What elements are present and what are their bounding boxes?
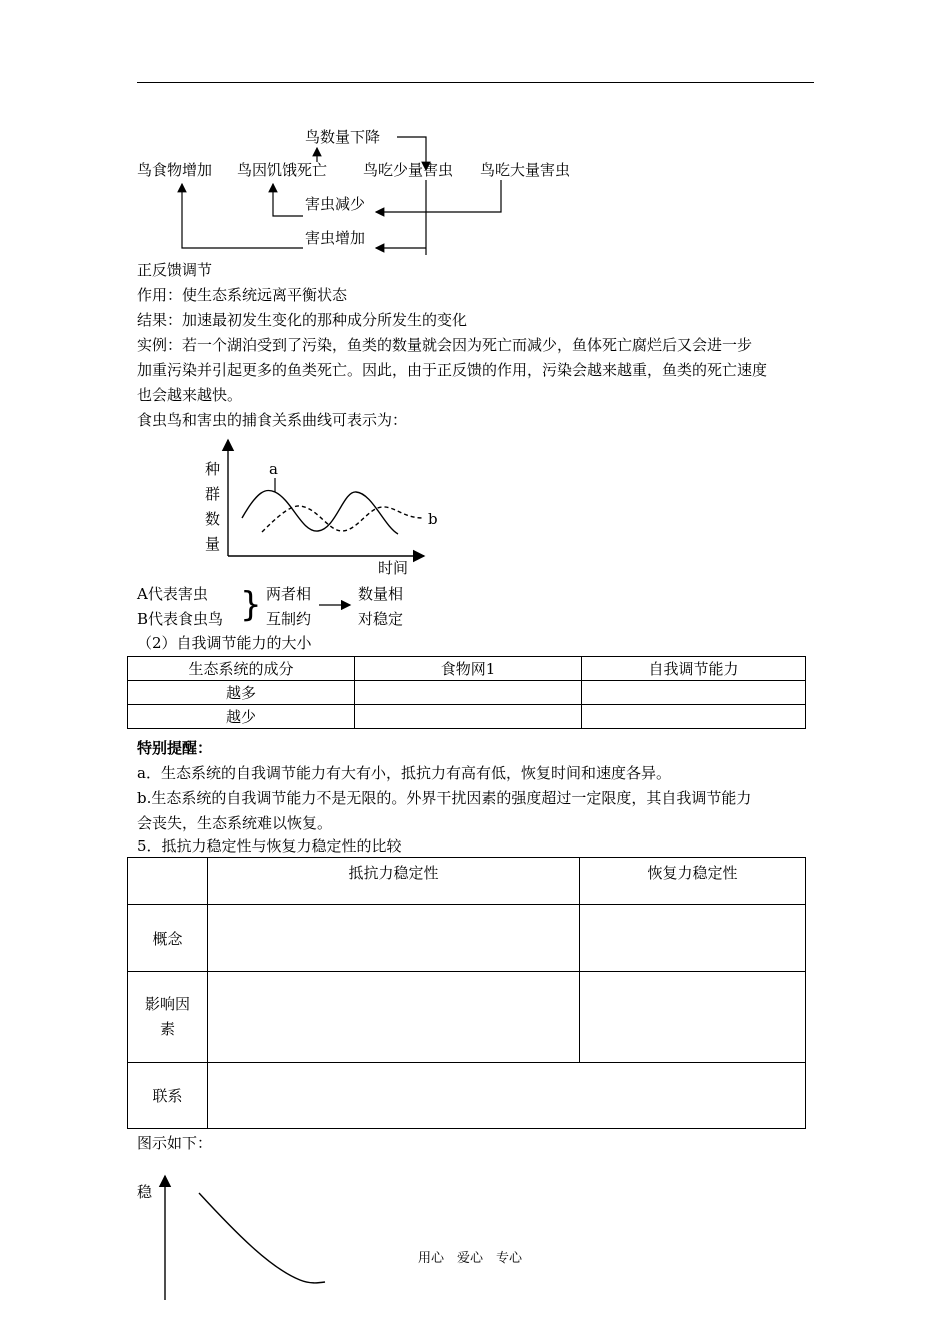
pf-effect: 作用：使生态系统远离平衡状态 <box>137 286 348 304</box>
y-label-char-3: 数 <box>205 510 221 528</box>
brace-icon: } <box>240 585 262 625</box>
section5-title: 5．抵抗力稳定性与恢复力稳定性的比较 <box>137 837 402 855</box>
table-cell: 越多 <box>128 681 355 705</box>
pf-title: 正反馈调节 <box>137 261 213 279</box>
table-cell: 越少 <box>128 705 355 729</box>
y-label-char-2: 群 <box>205 485 221 503</box>
flow-eat-few: 鸟吃少量害虫 <box>363 161 454 179</box>
legend-stable-2: 对稳定 <box>358 610 404 628</box>
pf-example-1: 实例：若一个湖泊受到了污染，鱼类的数量就会因为死亡而减少，鱼体死亡腐烂后又会进一步 <box>137 336 753 354</box>
reminder-title: 特别提醒： <box>137 739 213 757</box>
pf-example-2: 加重污染并引起更多的鱼类死亡。因此，由于正反馈的作用，污染会越来越重，鱼类的死亡速度 <box>137 361 768 379</box>
legend-stable-1: 数量相 <box>358 585 404 603</box>
x-axis-label: 时间 <box>378 559 409 577</box>
stability-curve <box>199 1193 325 1283</box>
reminder-a: a．生态系统的自我调节能力有大有小，抵抗力有高有低，恢复时间和速度各异。 <box>137 764 671 782</box>
legend-mutual-2: 互制约 <box>266 610 312 628</box>
row-label-factors-2: 素 <box>159 1020 175 1038</box>
legend-b: B代表食虫鸟 <box>137 610 224 628</box>
y-label-char-4: 量 <box>205 535 221 553</box>
flow-bird-decline: 鸟数量下降 <box>305 128 381 146</box>
series-a-label: a <box>269 460 278 478</box>
flow-food-increase: 鸟食物增加 <box>137 161 213 179</box>
table-header: 自我调节能力 <box>582 657 806 681</box>
y-label-char-1: 种 <box>205 460 221 478</box>
flow-pest-decrease: 害虫减少 <box>305 195 366 213</box>
pf-example-3: 也会越来越快。 <box>137 386 243 404</box>
reminder-b-1: b.生态系统的自我调节能力不是无限的。外界干扰因素的强度超过一定限度，其自我调节能力 <box>137 789 752 807</box>
reminder-b-2: 会丧失，生态系统难以恢复。 <box>137 814 333 832</box>
section2-title: （2）自我调节能力的大小 <box>137 634 312 652</box>
table-header: 抵抗力稳定性 <box>208 858 580 905</box>
flow-pest-increase: 害虫增加 <box>305 229 366 247</box>
pf-result: 结果：加速最初发生变化的那种成分所发生的变化 <box>137 311 468 329</box>
table-header: 食物网1 <box>355 657 582 681</box>
table-header: 恢复力稳定性 <box>580 858 806 905</box>
series-b-label: b <box>428 510 438 528</box>
footer-motto: 用心 爱心 专心 <box>418 1251 523 1266</box>
flow-eat-many: 鸟吃大量害虫 <box>480 161 571 179</box>
row-label-concept: 概念 <box>128 905 208 972</box>
legend-a: A代表害虫 <box>137 585 208 603</box>
figure-intro: 图示如下： <box>137 1134 213 1152</box>
flow-starvation: 鸟因饥饿死亡 <box>237 161 328 179</box>
row-label-factors-1: 影响因 <box>144 995 190 1013</box>
legend-mutual-1: 两者相 <box>266 585 312 603</box>
pf-curve-intro: 食虫鸟和害虫的捕食关系曲线可表示为： <box>137 411 408 429</box>
table-header: 生态系统的成分 <box>128 657 355 681</box>
stability-y-char: 稳 <box>137 1183 153 1201</box>
row-label-link: 联系 <box>128 1063 208 1129</box>
